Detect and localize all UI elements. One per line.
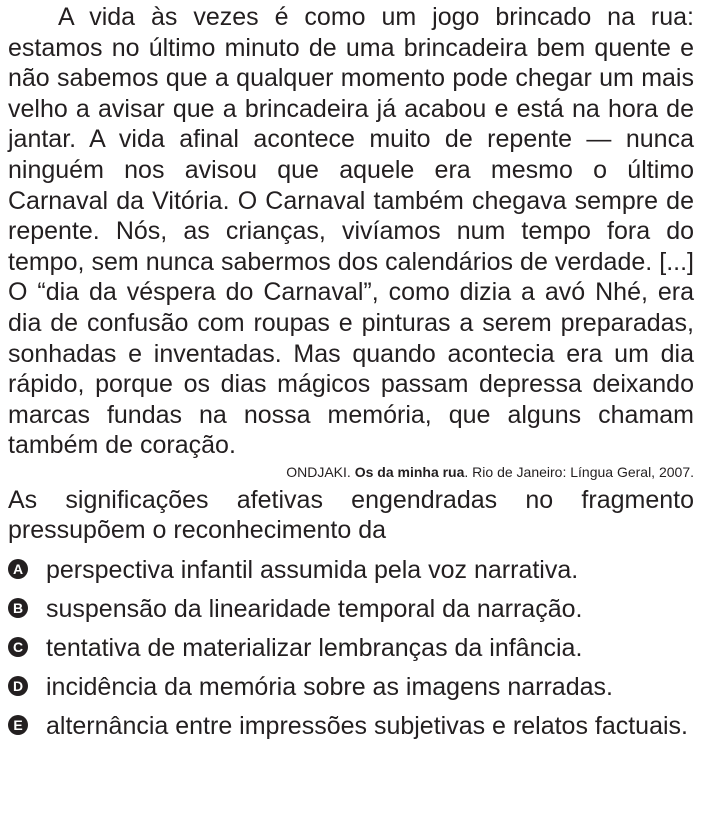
option-e-letter-badge: E: [8, 715, 28, 735]
question-stem: As significações afetivas engendradas no fragmento pressupõem o reconhecimento da: [8, 485, 694, 544]
passage-text: A vida às vezes é como um jogo brincado na rua: estamos no último minuto de uma brincadeira bem quente e não sabemos que a qualquer momento pode chegar um mais velho a avisar que a brincadeira já acabou e está na hora de jantar. A vida afinal acontece muito de repente — nunca ninguém nos avisou que aquele era mesmo o último Carnaval da Vitória. O Carnaval também chegava sempre de repente. Nós, as crianças, vivíamos num tempo fora do tempo, sem nunca sabermos dos calendários de verdade. [...] O “dia da véspera do Carnaval”, como dizia a avó Nhé, era dia de confusão com roupas e pinturas a serem preparadas, sonhadas e inventadas. Mas quando acontecia era um dia rápido, porque os dias mágicos passam depressa deixando marcas fundas na nossa memória, que alguns chamam também de coração.: [8, 3, 694, 460]
option-d-letter-badge: D: [8, 676, 28, 696]
option-a-text: perspectiva infantil assumida pela voz narrativa.: [46, 555, 579, 584]
option-e-text: alternância entre impressões subjetivas e relatos factuais.: [46, 711, 688, 740]
option-c-letter-badge: C: [8, 637, 28, 657]
option-a[interactable]: [8, 555, 694, 587]
option-b[interactable]: [8, 594, 694, 626]
option-b-letter-badge: B: [8, 598, 28, 618]
answer-options: [8, 555, 694, 743]
source-author: ONDJAKI.: [286, 463, 351, 480]
option-d-text: incidência da memória sobre as imagens narradas.: [46, 672, 613, 701]
option-c-text: tentativa de materializar lembranças da infância.: [46, 633, 583, 662]
source-citation: [8, 463, 694, 481]
source-title: Os da minha rua: [354, 463, 465, 480]
option-e[interactable]: [8, 711, 694, 743]
option-c[interactable]: [8, 633, 694, 665]
source-rest: . Rio de Janeiro: Língua Geral, 2007.: [464, 463, 694, 480]
option-a-letter-badge: A: [8, 559, 28, 579]
exam-question: [8, 0, 694, 750]
option-b-text: suspensão da linearidade temporal da narração.: [46, 594, 583, 623]
option-d[interactable]: [8, 672, 694, 704]
